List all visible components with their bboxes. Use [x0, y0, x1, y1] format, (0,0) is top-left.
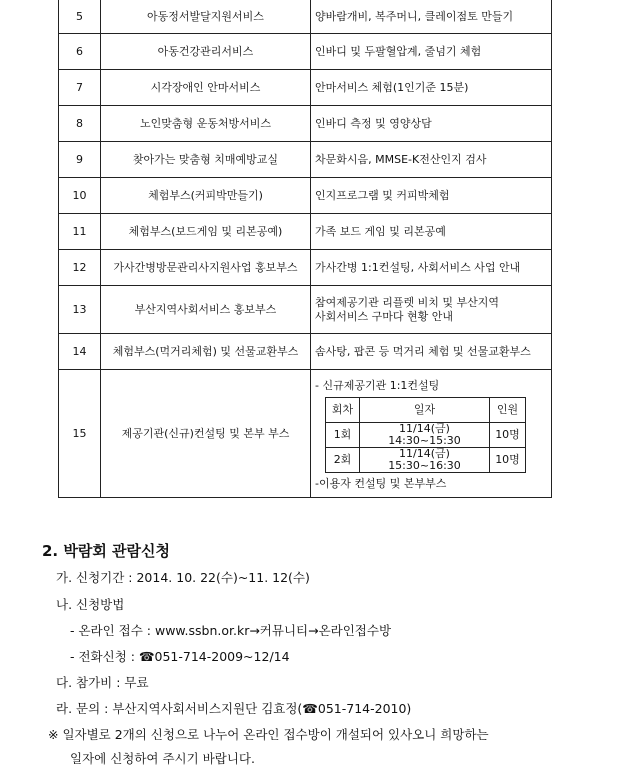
table-row — [59, 214, 552, 250]
application-period: 가. 신청기간 : 2014. 10. 22(수)~11. 12(수) — [56, 570, 310, 585]
inner-row — [326, 422, 526, 447]
inner-header-cell: 회차 — [326, 397, 360, 422]
inner-cell: 11/14(금) 15:30~16:30 — [360, 447, 490, 472]
inner-row — [326, 447, 526, 472]
service-name: 아동정서발달지원서비스 — [101, 0, 311, 34]
table-row — [59, 0, 552, 34]
description-line: 참여제공기관 리플렛 비치 및 부산지역 — [315, 295, 500, 309]
table-row — [59, 178, 552, 214]
row-number: 6 — [59, 34, 101, 70]
table-row — [59, 334, 552, 370]
service-name: 체험부스(보드게임 및 리본공예) — [101, 214, 311, 250]
program-table — [58, 0, 552, 498]
service-name: 부산지역사회서비스 홍보부스 — [101, 286, 311, 334]
contact-info: 라. 문의 : 부산지역사회서비스지원단 김효정(☎051-714-2010) — [56, 701, 412, 716]
service-name: 체험부스(커피박만들기) — [101, 178, 311, 214]
row-number: 5 — [59, 0, 101, 34]
notice-line-1: ※ 일자별로 2개의 신청으로 나누어 온라인 접수방이 개설되어 있사오니 희망하는 — [48, 727, 489, 742]
service-description: 인바디 및 두팔혈압계, 줄넘기 체험 — [311, 34, 552, 70]
row-number: 12 — [59, 250, 101, 286]
notice-line-2: 일자에 신청하여 주시기 바랍니다. — [70, 751, 255, 766]
row-number: 13 — [59, 286, 101, 334]
row-number: 14 — [59, 334, 101, 370]
service-name: 아동건강관리서비스 — [101, 34, 311, 70]
row-number: 15 — [59, 370, 101, 498]
service-description — [311, 370, 552, 498]
service-name: 가사간병방문관리사지원사업 홍보부스 — [101, 250, 311, 286]
row-number: 7 — [59, 70, 101, 106]
section-title: 2. 박람회 관람신청 — [42, 542, 171, 560]
consulting-title: - 신규제공기관 1:1컨설팅 — [315, 378, 440, 392]
service-description — [311, 286, 552, 334]
table-row — [59, 106, 552, 142]
service-description: 가족 보드 게임 및 리본공예 — [311, 214, 552, 250]
row-number: 8 — [59, 106, 101, 142]
table-row — [59, 370, 552, 498]
service-description: 차문화시음, MMSE-K전산인지 검사 — [311, 142, 552, 178]
service-name: 시각장애인 안마서비스 — [101, 70, 311, 106]
service-description: 솜사탕, 팝콘 등 먹거리 체험 및 선물교환부스 — [311, 334, 552, 370]
table-row — [59, 70, 552, 106]
inner-cell: 1회 — [326, 422, 360, 447]
service-description: 인바디 측정 및 영양상담 — [311, 106, 552, 142]
inner-cell: 10명 — [490, 422, 526, 447]
phone-application: - 전화신청 : ☎051-714-2009~12/14 — [70, 649, 290, 664]
table-row — [59, 286, 552, 334]
consulting-schedule-table — [325, 397, 526, 473]
participation-fee: 다. 참가비 : 무료 — [56, 675, 149, 690]
inner-cell: 2회 — [326, 447, 360, 472]
service-description: 양바람개비, 복주머니, 클레이점토 만들기 — [311, 0, 552, 34]
service-description: 안마서비스 체험(1인기준 15분) — [311, 70, 552, 106]
table-row — [59, 34, 552, 70]
service-description: 가사간병 1:1컨설팅, 사회서비스 사업 안내 — [311, 250, 552, 286]
service-name: 노인맞춤형 운동처방서비스 — [101, 106, 311, 142]
inner-header-row — [326, 397, 526, 422]
inner-cell: 11/14(금) 14:30~15:30 — [360, 422, 490, 447]
row-number: 10 — [59, 178, 101, 214]
online-application: - 온라인 접수 : www.ssbn.or.kr→커뮤니티→온라인접수방 — [70, 623, 392, 638]
consulting-note: -이용자 컨설팅 및 본부부스 — [315, 476, 447, 490]
row-number: 11 — [59, 214, 101, 250]
inner-cell: 10명 — [490, 447, 526, 472]
table-row — [59, 250, 552, 286]
table-row — [59, 142, 552, 178]
application-method: 나. 신청방법 — [56, 597, 125, 612]
inner-header-cell: 인원 — [490, 397, 526, 422]
service-name: 제공기관(신규)컨설팅 및 본부 부스 — [101, 370, 311, 498]
service-description: 인지프로그램 및 커피박체험 — [311, 178, 552, 214]
description-line: 사회서비스 구마다 현황 안내 — [315, 309, 454, 323]
inner-header-cell: 일자 — [360, 397, 490, 422]
service-name: 체험부스(먹거리체험) 및 선물교환부스 — [101, 334, 311, 370]
service-name: 찾아가는 맞춤형 치매예방교실 — [101, 142, 311, 178]
row-number: 9 — [59, 142, 101, 178]
